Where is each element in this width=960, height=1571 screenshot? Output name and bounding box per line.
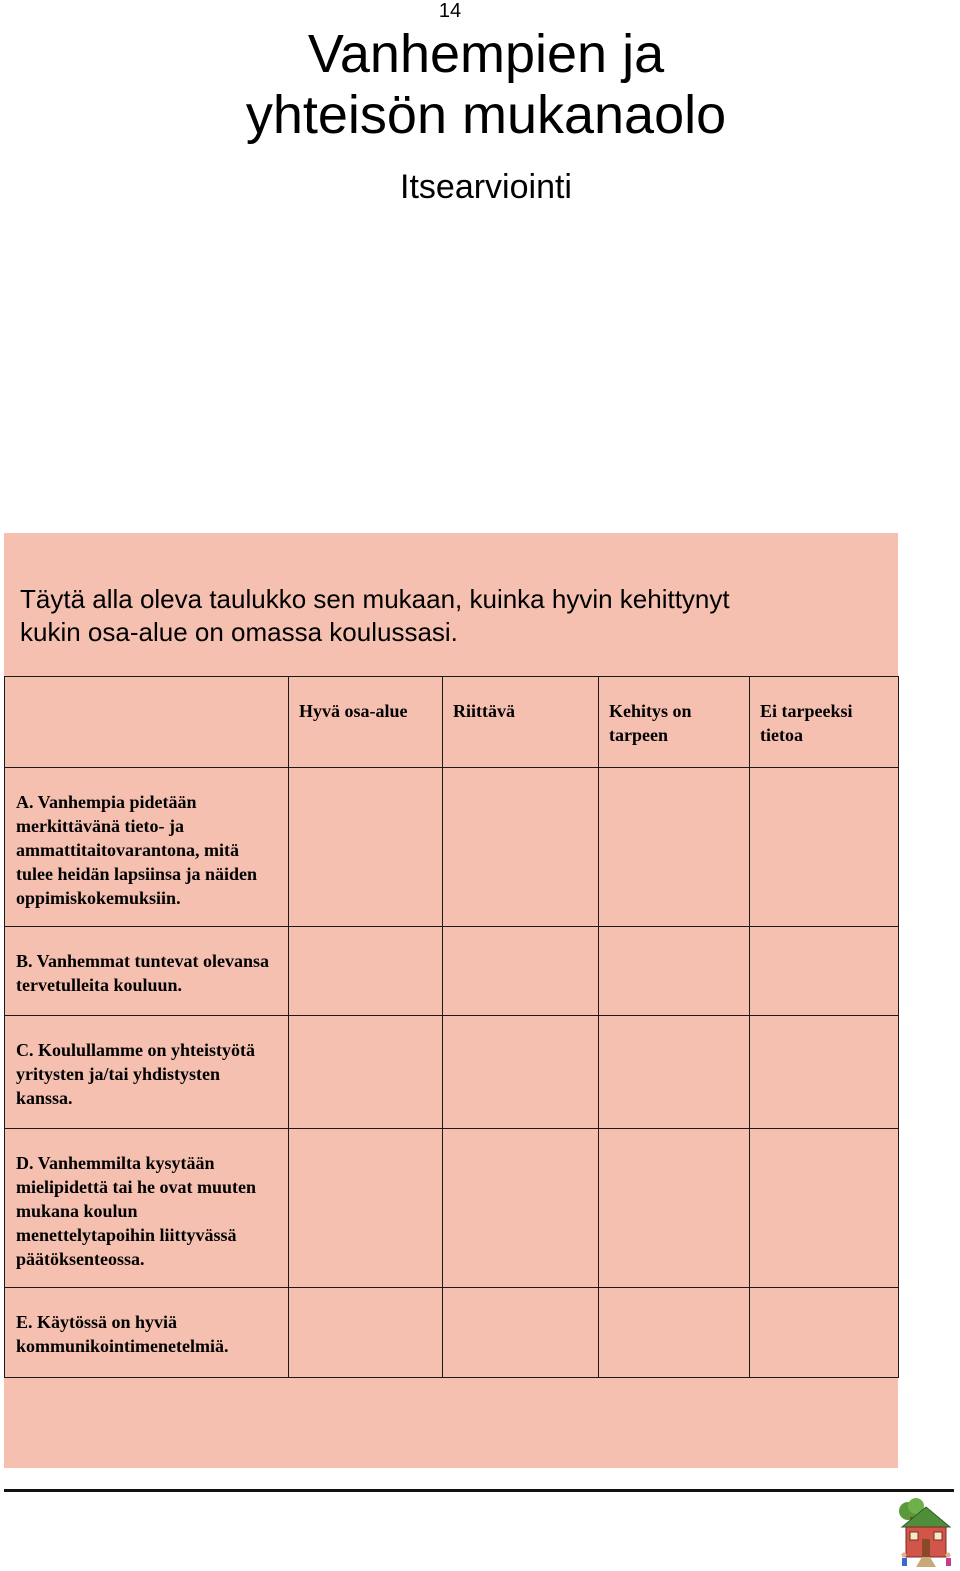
page-number: 14 — [438, 0, 462, 22]
table-row — [5, 1288, 899, 1378]
table-row — [5, 1016, 899, 1129]
rating-cell-c-not-enough-info[interactable] — [750, 1016, 899, 1129]
rating-cell-c-adequate[interactable] — [443, 1016, 599, 1129]
table-row — [5, 927, 899, 1016]
rating-cell-c-good[interactable] — [289, 1016, 443, 1129]
rating-cell-e-adequate[interactable] — [443, 1288, 599, 1378]
header-adequate: Riittävä — [443, 677, 599, 768]
instruction-text — [20, 583, 880, 649]
title-line-1: Vanhempien ja — [307, 24, 665, 84]
header-good: Hyvä osa-alue — [289, 677, 443, 768]
rating-cell-e-good[interactable] — [289, 1288, 443, 1378]
rating-cell-a-good[interactable] — [289, 768, 443, 927]
row-label-d: D. Vanhemmilta kysytään mielipidettä tai he ovat muuten mukana koulun menettelytapoihin liittyvässä päätöksenteossa. — [5, 1129, 289, 1288]
rating-cell-a-adequate[interactable] — [443, 768, 599, 927]
table-row — [5, 1129, 899, 1288]
row-label-b: B. Vanhemmat tuntevat olevansa tervetulleita kouluun. — [5, 927, 289, 1016]
footer-divider — [4, 1489, 954, 1492]
page-title — [0, 24, 960, 146]
header-not-enough-info: Ei tarpeeksi tietoa — [750, 677, 899, 768]
row-label-c: C. Koulullamme on yhteistyötä yritysten ja/tai yhdistysten kanssa. — [5, 1016, 289, 1129]
rating-cell-b-not-enough-info[interactable] — [750, 927, 899, 1016]
title-line-2: yhteisön mukanaolo — [245, 85, 727, 145]
rating-cell-e-not-enough-info[interactable] — [750, 1288, 899, 1378]
rating-cell-a-not-enough-info[interactable] — [750, 768, 899, 927]
header-empty-cell — [5, 677, 289, 768]
instruction-line-1: Täytä alla oleva taulukko sen mukaan, kuinka hyvin kehittynyt — [20, 584, 730, 614]
table-row — [5, 768, 899, 927]
rating-cell-b-adequate[interactable] — [443, 927, 599, 1016]
row-label-a: A. Vanhempia pidetään merkittävänä tieto- ja ammattitaitovarantona, mitä tulee heidän lapsiinsa ja näiden oppimiskokemuksiin. — [5, 768, 289, 927]
rating-cell-e-needs-development[interactable] — [599, 1288, 750, 1378]
rating-cell-c-needs-development[interactable] — [599, 1016, 750, 1129]
rating-cell-d-good[interactable] — [289, 1129, 443, 1288]
rating-cell-b-good[interactable] — [289, 927, 443, 1016]
header-needs-development: Kehitys on tarpeen — [599, 677, 750, 768]
rating-cell-d-needs-development[interactable] — [599, 1129, 750, 1288]
rating-cell-d-adequate[interactable] — [443, 1129, 599, 1288]
rating-cell-d-not-enough-info[interactable] — [750, 1129, 899, 1288]
page-subtitle: Itsearviointi — [400, 168, 572, 206]
row-label-e: E. Käytössä on hyviä kommunikointimenetelmiä. — [5, 1288, 289, 1378]
table-header-row — [5, 677, 899, 768]
self-assessment-table — [4, 676, 899, 1378]
school-house-logo-icon — [896, 1497, 956, 1567]
rating-cell-a-needs-development[interactable] — [599, 768, 750, 927]
instruction-line-2: kukin osa-alue on omassa koulussasi. — [20, 617, 458, 647]
rating-cell-b-needs-development[interactable] — [599, 927, 750, 1016]
